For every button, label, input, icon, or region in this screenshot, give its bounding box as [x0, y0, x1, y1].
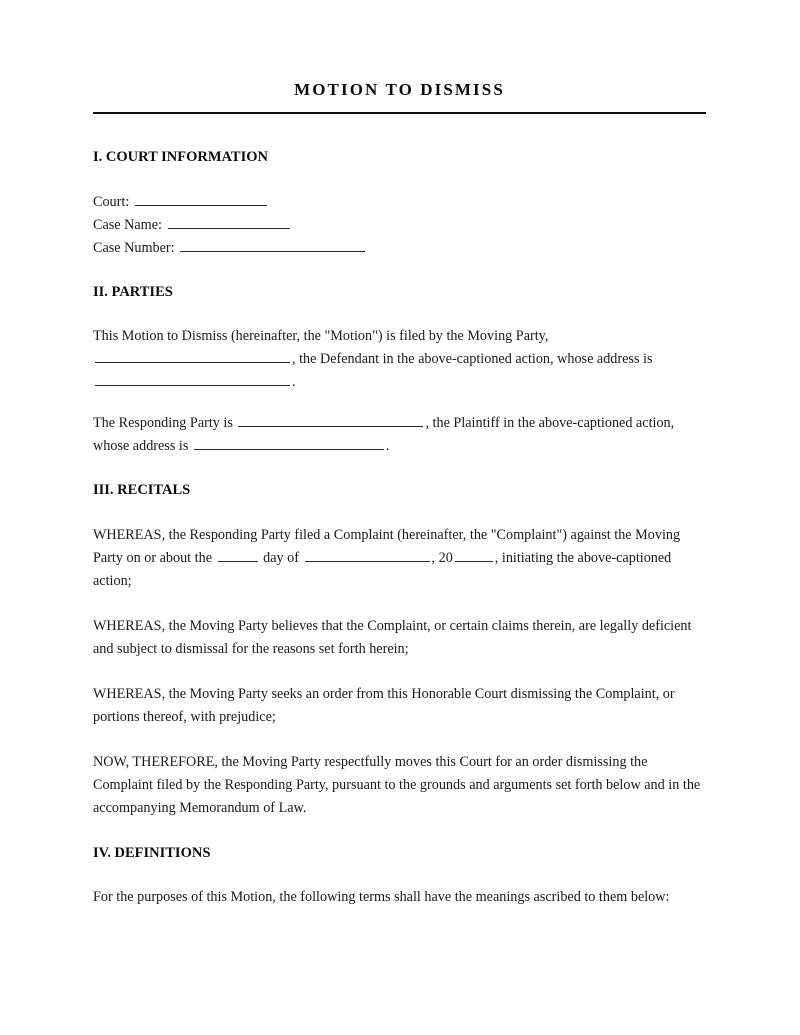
moving-party-text-3: .	[292, 373, 296, 390]
heading-court-information: I. COURT INFORMATION	[93, 149, 268, 166]
section-definitions	[93, 820, 706, 909]
input-day[interactable]	[218, 551, 258, 562]
input-moving-party-address[interactable]	[95, 374, 290, 385]
whereas-1-text-3: , 20	[431, 549, 453, 566]
input-case-name[interactable]	[168, 217, 290, 228]
heading-parties: II. PARTIES	[93, 283, 173, 300]
paragraph-whereas-1	[93, 524, 706, 593]
section-court-information	[93, 114, 706, 259]
responding-party-text-4: .	[385, 437, 390, 454]
paragraph-responding-party	[93, 412, 706, 458]
document-content	[93, 0, 706, 909]
heading-definitions: IV. DEFINITIONS	[93, 844, 211, 861]
label-case-name: Case Name:	[93, 216, 162, 233]
paragraph-whereas-2: WHEREAS, the Moving Party believes that the Complaint, or certain claims therein, are legally deficient and subject to dismissal for the reasons set forth herein;	[93, 617, 692, 657]
responding-party-text-1: The Responding Party is	[93, 414, 233, 431]
input-moving-party-name[interactable]	[95, 351, 290, 362]
field-row-court	[93, 191, 706, 214]
moving-party-text-2: , the Defendant in the above-captioned action, whose address is	[292, 350, 653, 367]
label-court: Court:	[93, 193, 130, 210]
whereas-1-text-4: , initiating the above-captioned action;	[93, 549, 672, 589]
section-recitals	[93, 458, 706, 820]
paragraph-now-therefore: NOW, THEREFORE, the Moving Party respectfully moves this Court for an order dismissing the Complaint filed by the Responding Party, pursuant to the grounds and arguments set forth below and in the accompanying Memorandum of Law.	[93, 753, 701, 816]
field-row-case-name	[93, 214, 706, 237]
paragraph-moving-party	[93, 325, 706, 394]
input-year[interactable]	[455, 551, 493, 562]
input-case-number[interactable]	[180, 240, 365, 251]
field-row-case-number	[93, 237, 706, 260]
input-responding-party-name[interactable]	[238, 415, 423, 426]
whereas-1-text-1: WHEREAS, the Responding Party filed a Complaint (hereinafter, the "Complaint") against the Moving Party on or about the	[93, 526, 681, 566]
label-case-number: Case Number:	[93, 239, 175, 256]
section-parties	[93, 260, 706, 458]
responding-party-text-3: whose address is	[93, 437, 189, 454]
responding-party-text-2: , the Plaintiff in the above-captioned action,	[425, 414, 675, 431]
court-information-fields	[93, 191, 706, 260]
paragraph-whereas-3: WHEREAS, the Moving Party seeks an order from this Honorable Court dismissing the Complaint, or portions thereof, with prejudice;	[93, 685, 675, 725]
input-court[interactable]	[135, 194, 267, 205]
whereas-1-text-2: day of	[263, 549, 299, 566]
input-responding-party-address[interactable]	[194, 438, 384, 449]
heading-recitals: III. RECITALS	[93, 481, 191, 498]
paragraph-definitions-intro: For the purposes of this Motion, the following terms shall have the meanings ascribed to them below:	[93, 888, 670, 905]
input-month[interactable]	[305, 551, 430, 562]
moving-party-text-1: This Motion to Dismiss (hereinafter, the "Motion") is filed by the Moving Party,	[93, 327, 549, 344]
page-title: MOTION TO DISMISS	[294, 80, 505, 99]
